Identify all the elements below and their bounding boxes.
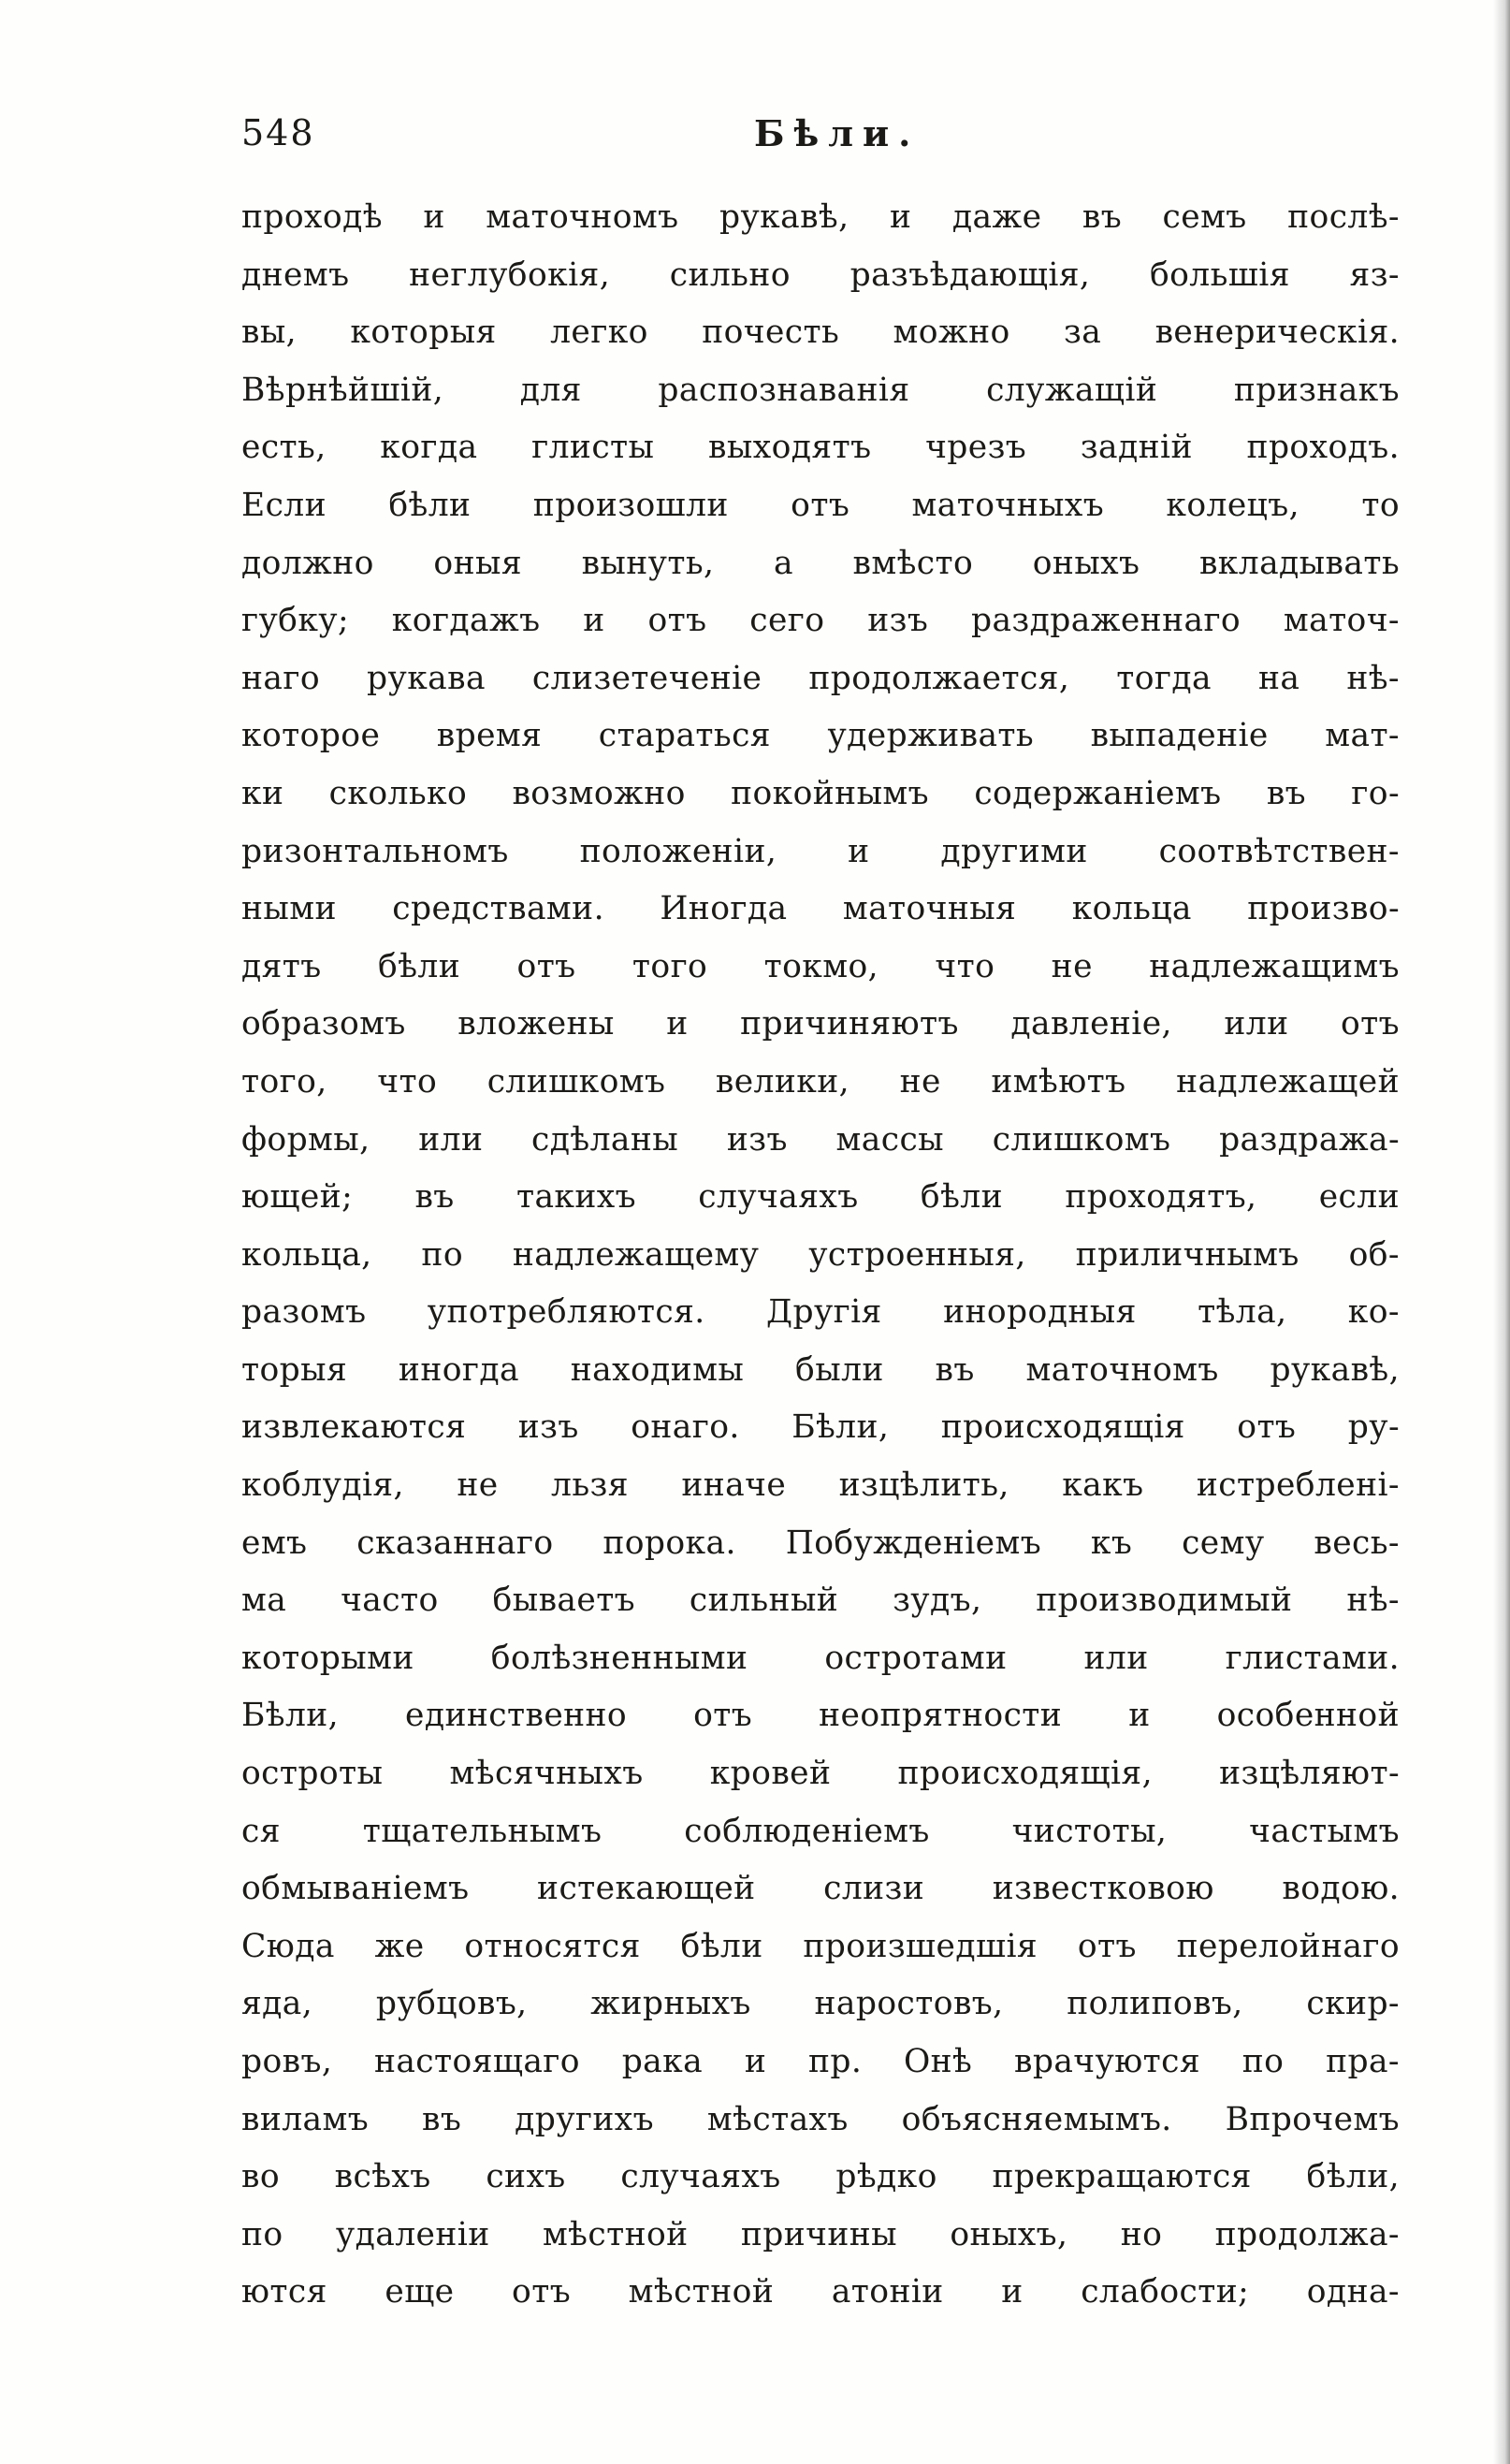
text-line: обмываніемъ истекающей слизи известковою водою. xyxy=(241,1870,1400,1908)
text-line: губку; когдажъ и отъ сего изъ раздраженнаго маточ- xyxy=(241,602,1400,640)
text-line: ризонтальномъ положеніи, и другими соотвѣтствен- xyxy=(241,832,1400,870)
text-line: яда, рубцовъ, жирныхъ наростовъ, полиповъ, скир- xyxy=(241,1985,1400,2023)
text-line: должно оныя вынуть, а вмѣсто оныхъ вкладывать xyxy=(241,544,1400,582)
text-line: которыми болѣзненными остротами или глистами. xyxy=(241,1639,1400,1677)
text-line: Бѣли, единственно отъ неопрятности и особенной xyxy=(241,1697,1400,1735)
text-line: Если бѣли произошли отъ маточныхъ колецъ, то xyxy=(241,486,1400,524)
text-line: коблудія, не льзя иначе изцѣлить, какъ истребленi- xyxy=(241,1466,1400,1505)
text-line: дятъ бѣли отъ того токмо, что не надлежащимъ xyxy=(241,947,1400,985)
text-line: проходѣ и маточномъ рукавѣ, и даже въ семъ послѣ- xyxy=(241,198,1400,236)
text-line: ровъ, настоящаго рака и пр. Онѣ врачуются по пра- xyxy=(241,2043,1400,2080)
text-line: торыя иногда находимы были въ маточномъ рукавѣ, xyxy=(241,1350,1400,1389)
text-line: ся тщательнымъ соблюденіемъ чистоты, частымъ xyxy=(241,1812,1400,1850)
text-line: ма часто бываетъ сильный зудъ, производимый нѣ- xyxy=(241,1582,1400,1620)
text-line: кольца, по надлежащему устроенныя, приличнымъ об- xyxy=(241,1235,1400,1274)
running-head: Бѣли. xyxy=(754,112,921,154)
text-line: вы, которыя легко почесть можно за венерическія. xyxy=(241,313,1400,352)
page-header xyxy=(241,112,1401,168)
text-line: ки сколько возможно покойнымъ содержаніемъ въ го- xyxy=(241,774,1400,812)
text-line: во всѣхъ сихъ случаяхъ рѣдко прекращаются бѣли, xyxy=(241,2158,1400,2196)
page-number: 548 xyxy=(241,112,315,153)
text-line: по удаленіи мѣстной причины оныхъ, но продолжа- xyxy=(241,2215,1400,2253)
text-line: остроты мѣсячныхъ кровей происходящія, изцѣляют- xyxy=(241,1755,1400,1793)
text-line: ются еще отъ мѣстной атоніи и слабости; одна- xyxy=(241,2273,1400,2311)
text-line: Сюда же относятся бѣли произшедшія отъ перелойнаго xyxy=(241,1927,1400,1965)
text-line: которое время стараться удерживать выпаденіе мат- xyxy=(241,717,1400,755)
text-line: формы, или сдѣланы изъ массы слишкомъ раздража- xyxy=(241,1120,1400,1159)
body-text xyxy=(241,189,1400,2322)
text-line: ными средствами. Иногда маточныя кольца произво- xyxy=(241,890,1400,928)
text-line: извлекаются изъ онаго. Бѣли, происходящія отъ ру- xyxy=(241,1408,1400,1447)
text-line: образомъ вложены и причиняютъ давленіе, или отъ xyxy=(241,1005,1400,1043)
text-line: днемъ неглубокія, сильно разъѣдающія, большія яз- xyxy=(241,255,1400,294)
text-line: есть, когда глисты выходятъ чрезъ задній проходъ. xyxy=(241,429,1400,467)
text-line: виламъ въ другихъ мѣстахъ объясняемымъ. Впрочемъ xyxy=(241,2100,1400,2138)
text-line: того, что слишкомъ велики, не имѣютъ надлежащей xyxy=(241,1062,1400,1101)
text-line: наго рукава слизетеченіе продолжается, тогда на нѣ- xyxy=(241,659,1400,697)
text-line: разомъ употребляются. Другія инородныя тѣла, ко- xyxy=(241,1293,1400,1332)
text-line: Вѣрнѣйшій, для распознаванія служащій признакъ xyxy=(241,371,1400,409)
text-line: ющей; въ такихъ случаяхъ бѣли проходятъ, если xyxy=(241,1178,1400,1217)
text-line: емъ сказаннаго порока. Побужденіемъ къ сему весь- xyxy=(241,1524,1400,1562)
page-edge-shadow xyxy=(1493,0,1510,2464)
